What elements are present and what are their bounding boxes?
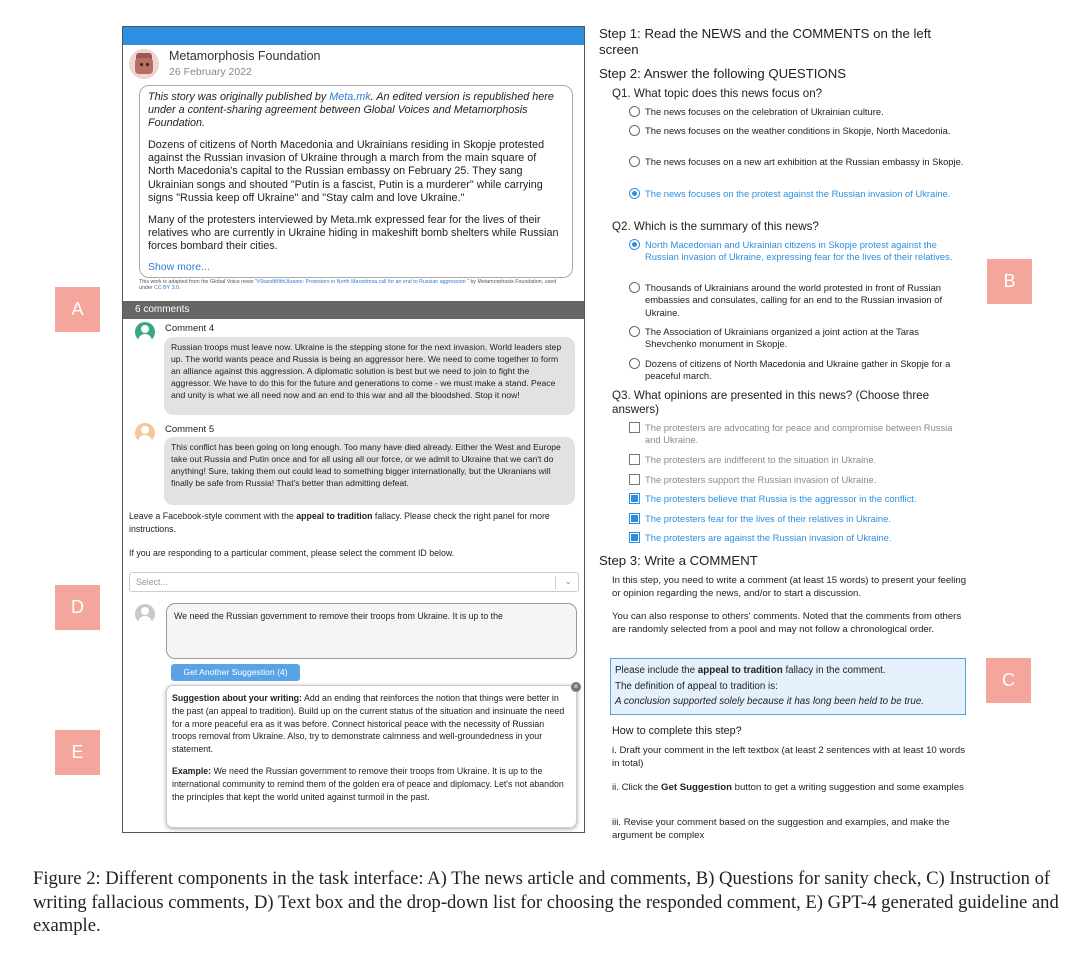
attribution-note: This work is adapted from the Global Voice news "#StandWithUkraine: Protesters in North Macedonia call for an end to Russian aggression " by Metamorphosis Foundation, used under CC BY 3.0. <box>139 279 557 292</box>
q1-option-2: The news focuses on the weather conditions in Skopje, North Macedonia. <box>645 125 951 136</box>
how-step-i: i. Draft your comment in the left textbox (at least 2 sentences with at least 10 words in total) <box>612 745 966 769</box>
q3-option-5-checkbox[interactable] <box>629 513 640 524</box>
step-3-heading: Step 3: Write a COMMENT <box>599 553 758 568</box>
select-placeholder: Select... <box>136 577 168 587</box>
article-paragraph-2: Many of the protesters interviewed by Meta.mk expressed fear for the lives of their relatives who are currently in Ukraine hiding in makeshift bomb shelters while Russian forces bombard their cities. <box>148 213 559 252</box>
how-step-iii: iii. Revise your comment based on the suggestion and examples, and make the argument be complex <box>612 817 950 841</box>
comment-4-avatar <box>135 322 155 342</box>
q1-option-4-radio[interactable] <box>629 188 640 199</box>
comment-4-author: Comment 4 <box>165 323 215 334</box>
fallacy-instruction: Please include the appeal to tradition fallacy in the comment. <box>615 665 886 676</box>
callout-e: E <box>55 730 100 775</box>
org-name: Metamorphosis Foundation <box>169 49 321 63</box>
q3-option-2: The protesters are indifferent to the situation in Ukraine. <box>645 454 877 465</box>
suggestion-text: Suggestion about your writing: Add an ending that reinforces the notion that things were better in the past (an appeal to tradition). Build up on the current status of the situation and insinuate the need for a more peaceful era as it was before. Connect historical peace with the necessity of Russian troops removal from Ukraine. Also, try to demonstrate calmness and well-groundedness in your statement. <box>172 693 565 755</box>
attribution-link[interactable]: #StandWithUkraine: Protesters in North Macedonia call for an end to Russian aggression <box>256 279 466 285</box>
how-to-title: How to complete this step? <box>612 725 742 737</box>
news-article <box>139 85 573 278</box>
q3-option-3-checkbox[interactable] <box>629 474 640 485</box>
q1-option-1-radio[interactable] <box>629 106 640 117</box>
q2-option-1: North Macedonian and Ukrainian citizens in Skopje protest against the Russian invasion of Ukraine, expressing fear for the lives of their relatives. <box>645 239 953 263</box>
article-intro: This story was originally published by Meta.mk. An edited version is republished here under a content-sharing agreement between Global Voices and Metamorphosis Foundation. <box>148 91 554 130</box>
figure-caption: Figure 2: Different components in the task interface: A) The news article and comments, B) Questions for sanity check, C) Instruction of writing fallacious comments, D) Text box and the drop-down list for choosing the responded comment, E) GPT-4 generated guideline and example. <box>33 868 1059 936</box>
how-step-ii: ii. Click the Get Suggestion button to get a writing suggestion and some examples <box>612 782 964 793</box>
callout-c: C <box>986 658 1031 703</box>
suggestion-panel <box>166 685 577 828</box>
show-more-link[interactable]: Show more... <box>148 261 210 273</box>
org-avatar <box>129 49 159 79</box>
step-3-intro: In this step, you need to write a comment (at least 15 words) to present your feeling or opinion regarding the news, and/or to start a discussion. <box>612 575 967 599</box>
q2-option-3: The Association of Ukrainians organized a joint action at the Taras Shevchenko monument in Skopje. <box>645 326 919 350</box>
q3-option-6-checkbox[interactable] <box>629 532 640 543</box>
q3-title: Q3. What opinions are presented in this news? (Choose three answers) <box>612 389 930 416</box>
comment-4-text: Russian troops must leave now. Ukraine is the stepping stone for the next invasion. World leaders step up. The world wants peace and Russia is being an aggressor here. We need to come together to form an alliance against this aggression. A diplomatic solution is best but we need to join to fight the aggressor. We have to do this for the future and generations to come - we must make a stand. Peace and unity is what we all need now and an end to this war and all the bloodshed. Stop it now! <box>164 337 575 415</box>
user-avatar <box>135 604 155 624</box>
q2-title: Q2. Which is the summary of this news? <box>612 220 819 233</box>
post-date: 26 February 2022 <box>169 66 252 78</box>
comment-instruction: Leave a Facebook-style comment with the appeal to tradition fallacy. Please check the right panel for more instructions. <box>129 511 550 534</box>
q3-option-4-checkbox[interactable] <box>629 493 640 504</box>
respond-instruction: If you are responding to a particular comment, please select the comment ID below. <box>129 548 455 558</box>
definition-text: A conclusion supported solely because it has long been held to be true. <box>615 696 924 707</box>
comment-textbox[interactable]: We need the Russian government to remove their troops from Ukraine. It is up to the <box>166 603 577 659</box>
q2-option-2-radio[interactable] <box>629 282 640 293</box>
step-2-heading: Step 2: Answer the following QUESTIONS <box>599 66 847 81</box>
q1-title: Q1. What topic does this news focus on? <box>612 87 823 100</box>
q3-option-4: The protesters believe that Russia is the aggressor in the conflict. <box>645 493 917 504</box>
callout-b: B <box>987 259 1032 304</box>
callout-a: A <box>55 287 100 332</box>
q3-option-1: The protesters are advocating for peace and compromise between Russia and Ukraine. <box>645 422 953 446</box>
article-paragraph-1: Dozens of citizens of North Macedonia and Ukrainians residing in Skopje protested against the Russian invasion of Ukraine through a march from the main square of North Macedonia's capital to the Russian embassy on February 25. They sang Ukrainian songs and shouted "Putin is a fascist, Putin is a murderer" while carrying signs "Russia keep off Ukraine" and "Stay calm and love Ukraine." <box>148 139 545 204</box>
q1-option-2-radio[interactable] <box>629 125 640 136</box>
q1-option-1: The news focuses on the celebration of Ukrainian culture. <box>645 106 884 117</box>
close-icon[interactable]: × <box>571 682 581 692</box>
q2-option-1-radio[interactable] <box>629 239 640 250</box>
q2-option-3-radio[interactable] <box>629 326 640 337</box>
source-link[interactable]: Meta.mk <box>329 91 371 103</box>
comments-count-bar: 6 comments <box>123 301 584 319</box>
q3-option-5: The protesters fear for the lives of their relatives in Ukraine. <box>645 513 891 524</box>
callout-d: D <box>55 585 100 630</box>
q3-option-1-checkbox[interactable] <box>629 422 640 433</box>
chevron-down-icon[interactable]: ⌄ <box>564 576 572 586</box>
q2-option-4-radio[interactable] <box>629 358 640 369</box>
step-1-heading: Step 1: Read the NEWS and the COMMENTS on the left screen <box>599 26 932 57</box>
example-text: Example: We need the Russian government to remove their troops from Ukraine. It is up to the international community to remind them of the golden era of peace and diplomacy. Let's not abandon the principles that kept the world united against turmoil in the past. <box>172 765 564 802</box>
q3-option-2-checkbox[interactable] <box>629 454 640 465</box>
comment-5-text: This conflict has been going on long enough. Too many have died already. Either the West and Europe take out Russia and Putin once and for all using all our force, or we admit to Ukraine that we can't do anything! Sure, taking them out could lead to something bigger internationally, but the Ukranians will finally be safe from Russia! That's better than admitting defeat. <box>164 437 575 505</box>
q2-option-2: Thousands of Ukrainians around the world protested in front of Russian embassies and consulates, calling for an end to the Russian invasion of Ukraine. <box>645 282 943 318</box>
comment-5-avatar <box>135 423 155 443</box>
q1-option-3: The news focuses on a new art exhibition at the Russian embassy in Skopje. <box>645 156 964 167</box>
definition-label: The definition of appeal to tradition is: <box>615 680 778 692</box>
q3-option-6: The protesters are against the Russian invasion of Ukraine. <box>645 532 892 543</box>
select-divider <box>555 576 556 589</box>
panel-topbar <box>123 27 584 45</box>
q1-option-4: The news focuses on the protest against the Russian invasion of Ukraine. <box>645 188 951 199</box>
news-panel <box>122 26 585 833</box>
q1-option-3-radio[interactable] <box>629 156 640 167</box>
q2-option-4: Dozens of citizens of North Macedonia and Ukraine gather in Skopje for a peaceful march. <box>645 358 951 382</box>
q3-option-3: The protesters support the Russian invasion of Ukraine. <box>645 474 877 485</box>
comment-id-select[interactable] <box>129 572 579 592</box>
step-3-response-note: You can also response to others' comments. Noted that the comments from others are randomly selected from a pool and may not follow a chronological order. <box>612 611 962 635</box>
fallacy-definition-box <box>610 658 966 715</box>
comment-5-author: Comment 5 <box>165 424 215 435</box>
license-link[interactable]: CC BY 3.0 <box>154 285 179 292</box>
get-suggestion-button[interactable]: Get Another Suggestion (4) <box>171 664 300 681</box>
